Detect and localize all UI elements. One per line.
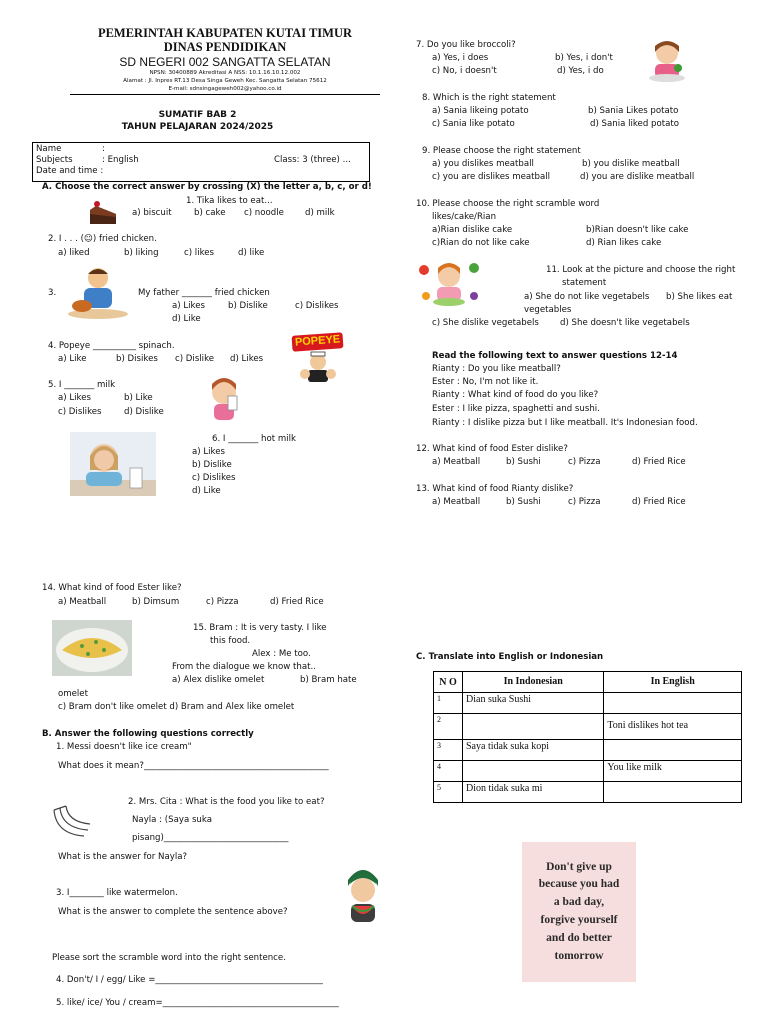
b-q3-ask: What is the answer to complete the sentence above?: [58, 907, 288, 917]
q6-question: 6. I _______ hot milk: [212, 434, 296, 444]
exam-year: TAHUN PELAJARAN 2024/2025: [121, 122, 274, 132]
table-row: [434, 782, 742, 803]
q9-option-d[interactable]: d) you are dislike meatball: [580, 172, 695, 182]
dialogue-line: Rianty : I dislike pizza but I like meatball. It's Indonesian food.: [432, 418, 698, 428]
bananas-icon: [48, 800, 94, 842]
date-time-label: Date and time :: [36, 166, 104, 176]
q11-option-d[interactable]: d) She doesn't like vegetabels: [560, 318, 690, 328]
girl-hot-milk-photo: [70, 432, 156, 496]
q13-question: 13. What kind of food Rianty dislike?: [416, 484, 574, 494]
q5-question: 5. I _______ milk: [48, 380, 116, 390]
col-english-header: In English: [604, 672, 742, 693]
header-npsn: NPSN: 30400889 Akreditasi A NSS: 10.1.16.10.12.002: [149, 70, 301, 76]
subjects-value: : English: [102, 155, 139, 165]
omelet-photo: [52, 620, 132, 676]
girl-drinking-milk-icon: [202, 374, 246, 424]
popeye-image: [292, 330, 344, 388]
q4-option-c[interactable]: c) Dislike: [175, 354, 215, 364]
b-q2-answer-line[interactable]: pisang)_____________________________: [132, 833, 289, 843]
indonesian-cell[interactable]: Saya tidak suka kopi: [463, 740, 604, 761]
row-number: 1: [434, 693, 463, 714]
col-no-header: N O: [434, 672, 463, 693]
q9-option-b[interactable]: b) you dislike meatball: [582, 159, 680, 169]
girl-eating-broccoli-icon: [642, 38, 692, 84]
table-row: [434, 740, 742, 761]
girl-with-vegetables-icon: [416, 256, 482, 312]
table-header-row: [434, 672, 742, 693]
q12-option-b[interactable]: b) Sushi: [506, 457, 541, 467]
q9-option-c[interactable]: c) you are dislikes meatball: [432, 172, 551, 182]
exam-title: SUMATIF BAB 2: [158, 110, 237, 120]
b-q3[interactable]: 3. I________ like watermelon.: [56, 888, 178, 898]
sort-heading: Please sort the scramble word into the right sentence.: [52, 953, 286, 963]
q4-option-a[interactable]: a) Like: [58, 354, 87, 364]
table-row: [434, 714, 742, 740]
poster-line: tomorrow: [554, 949, 604, 962]
header-department: DINAS PENDIDIKAN: [163, 40, 287, 54]
q1-option-c[interactable]: c) noodle: [244, 208, 284, 218]
dialogue-line: Ester : No, I'm not like it.: [432, 377, 539, 387]
poster-line: because you had: [538, 878, 620, 891]
q11-option-b[interactable]: b) She likes eat: [666, 292, 733, 302]
motivational-poster: [522, 842, 636, 982]
popeye-logo: POPEYE: [292, 332, 344, 351]
english-cell[interactable]: Toni dislikes hot tea: [604, 714, 742, 740]
q4-option-b[interactable]: b) Disikes: [116, 354, 158, 364]
father-eating-chicken-icon: [64, 262, 132, 320]
b-q2-nayla: Nayla : (Saya suka: [132, 815, 212, 825]
header-address: Alamat : Jl. Inpres RT.13 Desa Singa Geweh Kec. Sangatta Selatan 75612: [123, 78, 327, 84]
q5-option-c[interactable]: c) Dislikes: [58, 407, 102, 417]
q11-option-a[interactable]: a) She do not like vegetabels: [524, 292, 650, 302]
q2-option-b[interactable]: b) liking: [124, 248, 159, 258]
header-email: E-mail: sdnsingageweh002@yahoo.co.id: [168, 86, 282, 92]
english-cell[interactable]: [604, 740, 742, 761]
q4-question: 4. Popeye __________ spinach.: [48, 341, 175, 351]
subjects-label: Subjects: [36, 155, 73, 165]
dialogue-line: Ester : I like pizza, spaghetti and sushi.: [432, 404, 600, 414]
q6-option-a[interactable]: a) Likes: [192, 447, 225, 457]
q10-option-c[interactable]: c)Rian do not like cake: [432, 238, 530, 248]
q3-question: My father _______ fried chicken: [138, 288, 270, 298]
q11-question: 11. Look at the picture and choose the right: [546, 265, 736, 275]
cake-icon: [86, 196, 120, 230]
q13-option-b[interactable]: b) Sushi: [506, 497, 541, 507]
q6-option-d[interactable]: d) Like: [192, 486, 221, 496]
q14-option-a[interactable]: a) Meatball: [58, 597, 107, 607]
q3-option-d[interactable]: d) Like: [172, 314, 201, 324]
indonesian-cell[interactable]: Dian suka Sushi: [463, 693, 604, 714]
q6-option-c[interactable]: c) Dislikes: [192, 473, 236, 483]
table-row: [434, 693, 742, 714]
q4-option-d[interactable]: d) Likes: [230, 354, 264, 364]
indonesian-cell[interactable]: [463, 714, 604, 740]
section-b-heading: B. Answer the following questions correctly: [42, 729, 254, 739]
poster-line: a bad day,: [553, 896, 605, 909]
q7-option-b[interactable]: b) Yes, i don't: [555, 53, 613, 63]
table-row: [434, 761, 742, 782]
q1-option-a[interactable]: a) biscuit: [132, 208, 172, 218]
q10-option-d[interactable]: d) Rian likes cake: [586, 238, 662, 248]
b-q4[interactable]: 4. Don't/ I / egg/ Like =_______________________________________: [56, 975, 323, 985]
q8-option-b[interactable]: b) Sania Likes potato: [588, 106, 679, 116]
english-cell[interactable]: You like milk: [604, 761, 742, 782]
row-number: 4: [434, 761, 463, 782]
q10-question: 10. Please choose the right scramble word: [416, 199, 600, 209]
q9-question: 9. Please choose the right statement: [422, 146, 581, 156]
english-cell[interactable]: [604, 782, 742, 803]
q15-bram-line-cont: this food.: [210, 636, 251, 646]
indonesian-cell[interactable]: Dion tidak suka mi: [463, 782, 604, 803]
header-government: PEMERINTAH KABUPATEN KUTAI TIMUR: [97, 26, 353, 40]
q8-option-a[interactable]: a) Sania likeing potato: [432, 106, 529, 116]
header-school: SD NEGERI 002 SANGATTA SELATAN: [119, 55, 331, 69]
poster-line: forgive yourself: [540, 914, 618, 926]
q8-option-c[interactable]: c) Sania like potato: [432, 119, 515, 129]
english-cell[interactable]: [604, 693, 742, 714]
q7-option-c[interactable]: c) No, i doesn't: [432, 66, 497, 76]
b-q2: 2. Mrs. Cita : What is the food you like to eat?: [128, 797, 325, 807]
poster-line: and do better: [546, 931, 612, 944]
row-number: 2: [434, 714, 463, 740]
header-divider: [70, 94, 380, 95]
q10-scramble-words: likes/cake/Rian: [432, 212, 497, 222]
q7-option-d[interactable]: d) Yes, i do: [557, 66, 604, 76]
q7-question: 7. Do you like broccoli?: [416, 40, 516, 50]
section-a-heading: A. Choose the correct answer by crossing (X) the letter a, b, c, or d!: [42, 182, 372, 192]
q14-question: 14. What kind of food Ester like?: [42, 583, 182, 593]
q5-option-b[interactable]: b) Like: [124, 393, 153, 403]
q2-option-c[interactable]: c) likes: [184, 248, 215, 258]
row-number: 5: [434, 782, 463, 803]
q8-option-d[interactable]: d) Sania liked potato: [590, 119, 679, 129]
q15-option-a[interactable]: a) Alex dislike omelet: [172, 675, 265, 685]
q3-number: 3.: [48, 288, 57, 298]
indonesian-cell[interactable]: [463, 761, 604, 782]
reading-heading: Read the following text to answer questions 12-14: [432, 351, 678, 361]
row-number: 3: [434, 740, 463, 761]
q10-option-b[interactable]: b)Rian doesn't like cake: [586, 225, 689, 235]
q5-option-a[interactable]: a) Likes: [58, 393, 91, 403]
b-q1-answer-line[interactable]: What does it mean?___________________________________________: [58, 761, 329, 771]
q15-option-b[interactable]: b) Bram hate: [300, 675, 357, 685]
q12-option-d[interactable]: d) Fried Rice: [632, 457, 686, 467]
q2-question: 2. I . . . (☺) fried chicken.: [48, 234, 157, 244]
q1-option-b[interactable]: b) cake: [194, 208, 226, 218]
q9-option-a[interactable]: a) you dislikes meatball: [432, 159, 534, 169]
q13-option-d[interactable]: d) Fried Rice: [632, 497, 686, 507]
q15-option-b-cont: omelet: [58, 689, 88, 699]
q10-option-a[interactable]: a)Rian dislike cake: [432, 225, 513, 235]
q14-option-c[interactable]: c) Pizza: [206, 597, 239, 607]
name-separator: :: [102, 144, 105, 154]
class-label: Class: 3 (three) ...: [274, 155, 351, 165]
q2-option-a[interactable]: a) liked: [58, 248, 90, 258]
b-q5[interactable]: 5. like/ ice/ You / cream=_________________________________________: [56, 998, 339, 1008]
b-q2-ask: What is the answer for Nayla?: [58, 852, 188, 862]
translation-table: [433, 671, 742, 803]
q3-option-a[interactable]: a) Likes: [172, 301, 205, 311]
q7-option-a[interactable]: a) Yes, i does: [432, 53, 489, 63]
q3-option-c[interactable]: c) Dislikes: [295, 301, 339, 311]
q15-question: From the dialogue we know that..: [172, 662, 316, 672]
q12-question: 12. What kind of food Ester dislike?: [416, 444, 568, 454]
q15-option-c-d[interactable]: c) Bram don't like omelet d) Bram and Alex like omelet: [58, 702, 295, 712]
q5-option-d[interactable]: d) Dislike: [124, 407, 164, 417]
q14-option-d[interactable]: d) Fried Rice: [270, 597, 324, 607]
q11-option-c[interactable]: c) She dislike vegetabels: [432, 318, 539, 328]
dialogue-line: Rianty : What kind of food do you like?: [432, 390, 599, 400]
q1-question: 1. Tika likes to eat...: [186, 196, 273, 206]
col-indonesian-header: In Indonesian: [463, 672, 604, 693]
q12-option-c[interactable]: c) Pizza: [568, 457, 601, 467]
q13-option-c[interactable]: c) Pizza: [568, 497, 601, 507]
q15-alex-line: Alex : Me too.: [252, 649, 311, 659]
q15-bram-line: 15. Bram : It is very tasty. I like: [193, 623, 327, 633]
poster-line: Don't give up: [546, 860, 612, 873]
name-label: Name: [36, 144, 62, 154]
q13-option-a[interactable]: a) Meatball: [432, 497, 481, 507]
boy-eating-watermelon-icon: [338, 866, 388, 928]
q11-option-b-cont: vegetables: [524, 305, 572, 315]
q3-option-b[interactable]: b) Dislike: [228, 301, 268, 311]
q1-option-d[interactable]: d) milk: [305, 208, 335, 218]
dialogue-line: Rianty : Do you like meatball?: [432, 364, 561, 374]
q14-option-b[interactable]: b) Dimsum: [132, 597, 180, 607]
section-c-heading: C. Translate into English or Indonesian: [416, 652, 604, 662]
q2-option-d[interactable]: d) like: [238, 248, 265, 258]
q6-option-b[interactable]: b) Dislike: [192, 460, 232, 470]
b-q1: 1. Messi doesn't like ice cream": [56, 742, 192, 752]
q12-option-a[interactable]: a) Meatball: [432, 457, 481, 467]
q11-question-cont: statement: [562, 278, 607, 288]
q8-question: 8. Which is the right statement: [422, 93, 556, 103]
